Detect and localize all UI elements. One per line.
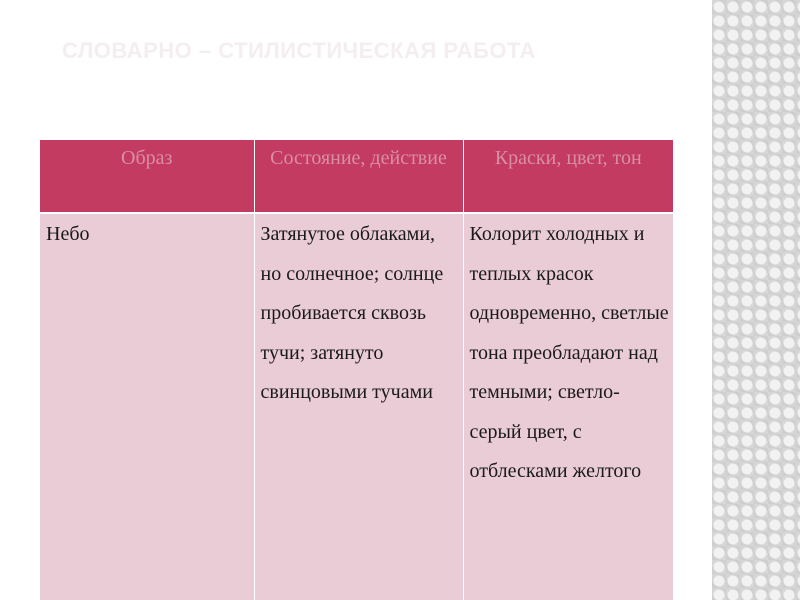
slide-title: СЛОВАРНО – СТИЛИСТИЧЕСКАЯ РАБОТА: [62, 38, 536, 63]
header-kraski: Краски, цвет, тон: [463, 140, 673, 213]
header-obraz: Образ: [40, 140, 254, 213]
cell-sostoyanie: Затянутое облаками, но солнечное; солнце пробивается сквозь тучи; затянуто свинцовыми тучами: [254, 213, 463, 600]
table-row: [40, 213, 673, 600]
cell-obraz: Небо: [40, 213, 254, 600]
cell-kraski: Колорит холодных и теплых красок одновременно, светлые тона преобладают над темными; светло-серый цвет, с отблесками желтого: [463, 213, 673, 600]
decorative-side-panel: [712, 0, 800, 600]
data-table: [40, 140, 673, 600]
header-sostoyanie: Состояние, действие: [254, 140, 463, 213]
table-container: [40, 140, 673, 600]
table-header-row: [40, 140, 673, 213]
